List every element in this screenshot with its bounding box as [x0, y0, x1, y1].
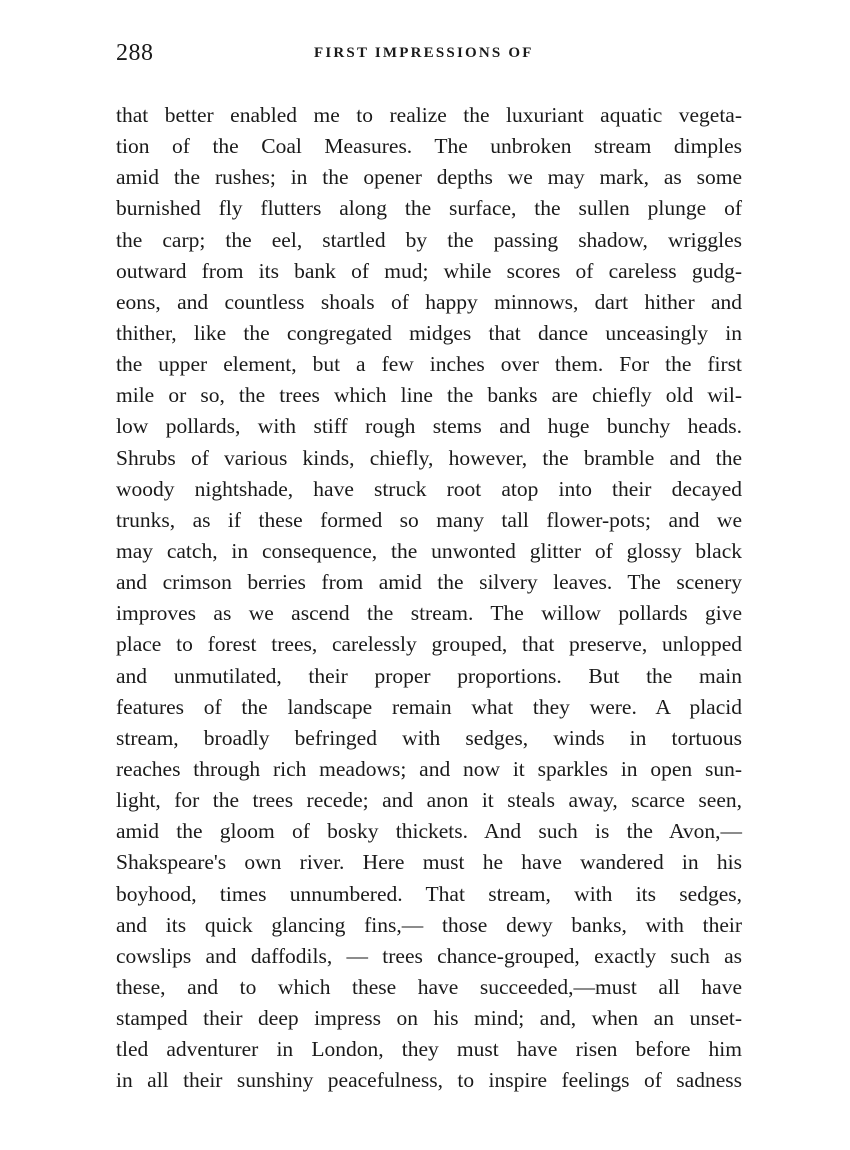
text-line: place to forest trees, carelessly grouped, that preserve, unlopped: [116, 632, 742, 657]
text-line: cowslips and daffodils, — trees chance-grouped, exactly such as: [116, 943, 742, 968]
text-line: amid the rushes; in the opener depths we may mark, as some: [116, 165, 742, 190]
text-line: the upper element, but a few inches over them. For the first: [116, 352, 742, 377]
text-line: stream, broadly befringed with sedges, winds in tortuous: [116, 725, 742, 750]
text-line: may catch, in consequence, the unwonted glitter of glossy black: [116, 538, 742, 563]
body-paragraph: [116, 100, 742, 1097]
text-line: mile or so, the trees which line the banks are chiefly old wil-: [116, 383, 742, 408]
text-line: and its quick glancing fins,— those dewy banks, with their: [116, 912, 742, 937]
text-line: reaches through rich meadows; and now it sparkles in open sun-: [116, 756, 742, 781]
text-line: eons, and countless shoals of happy minnows, dart hither and: [116, 289, 742, 314]
text-line: outward from its bank of mud; while scores of careless gudg-: [116, 258, 742, 283]
text-line: stamped their deep impress on his mind; and, when an unset-: [116, 1006, 742, 1031]
text-line: and crimson berries from amid the silvery leaves. The scenery: [116, 570, 742, 595]
text-line: light, for the trees recede; and anon it steals away, scarce seen,: [116, 788, 742, 813]
text-line: amid the gloom of bosky thickets. And such is the Avon,—: [116, 819, 742, 844]
page-number: 288: [116, 40, 154, 66]
running-title: FIRST IMPRESSIONS OF: [314, 45, 534, 61]
text-line: features of the landscape remain what they were. A placid: [116, 694, 742, 719]
text-line: woody nightshade, have struck root atop into their decayed: [116, 476, 742, 501]
text-line: Shrubs of various kinds, chiefly, however, the bramble and the: [116, 445, 742, 470]
text-line: improves as we ascend the stream. The willow pollards give: [116, 601, 742, 626]
text-line: in all their sunshiny peacefulness, to inspire feelings of sadness: [116, 1068, 742, 1093]
text-line: these, and to which these have succeeded,—must all have: [116, 974, 742, 999]
text-line: tion of the Coal Measures. The unbroken stream dimples: [116, 134, 742, 159]
text-line: Shakspeare's own river. Here must he have wandered in his: [116, 850, 742, 875]
text-line: thither, like the congregated midges that dance unceasingly in: [116, 320, 742, 345]
text-line: tled adventurer in London, they must have risen before him: [116, 1037, 742, 1062]
text-line: that better enabled me to realize the luxuriant aquatic vegeta-: [116, 103, 742, 127]
text-line: trunks, as if these formed so many tall flower-pots; and we: [116, 507, 742, 532]
text-line: and unmutilated, their proper proportions. But the main: [116, 663, 742, 688]
text-line: low pollards, with stiff rough stems and huge bunchy heads.: [116, 414, 742, 439]
text-line: burnished fly flutters along the surface, the sullen plunge of: [116, 196, 742, 221]
text-line: the carp; the eel, startled by the passing shadow, wriggles: [116, 227, 742, 252]
text-line: boyhood, times unnumbered. That stream, with its sedges,: [116, 881, 742, 906]
